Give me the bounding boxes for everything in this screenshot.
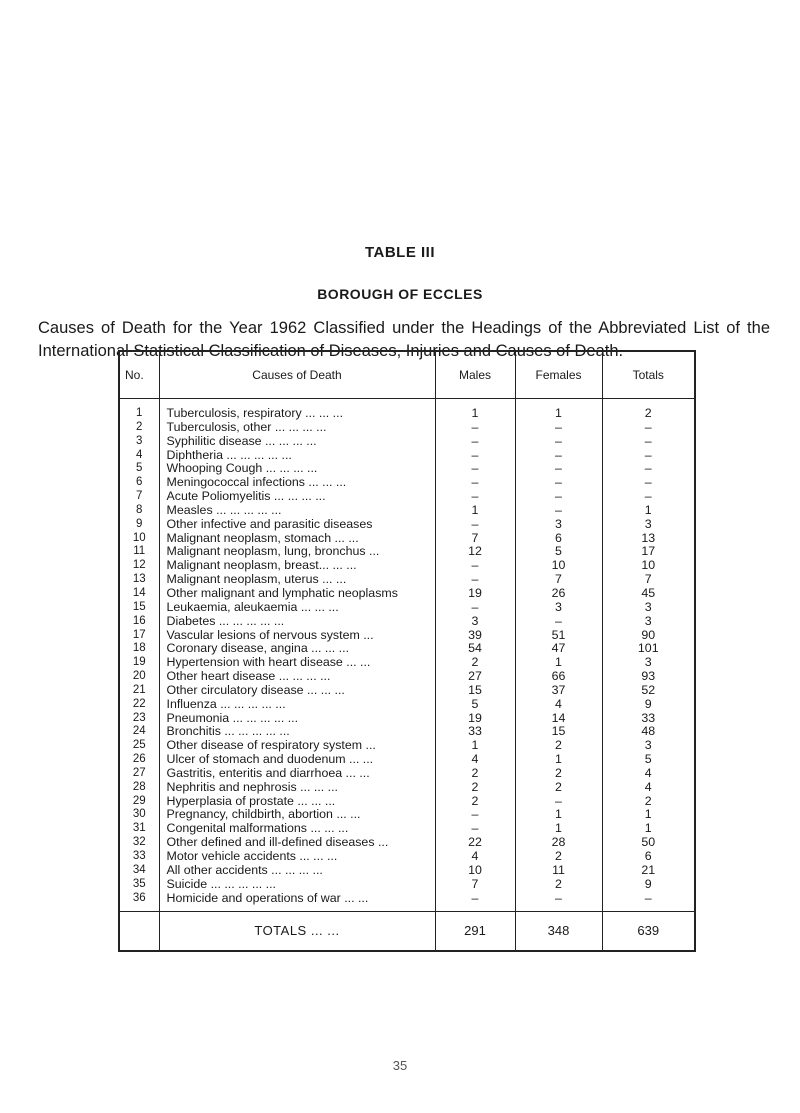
row-males: –	[435, 559, 515, 573]
row-females: –	[515, 462, 602, 476]
row-males: 12	[435, 545, 515, 559]
row-males: –	[435, 808, 515, 822]
row-cause: Other circulatory disease ... ... ...	[159, 684, 435, 698]
row-cause: Whooping Cough ... ... ... ...	[159, 462, 435, 476]
row-number: 33	[132, 850, 146, 862]
row-number: 20	[132, 670, 146, 683]
table-row	[119, 587, 695, 601]
table-row	[119, 573, 695, 587]
borough-title: BOROUGH OF ECCLES	[317, 286, 483, 302]
row-females: –	[515, 490, 602, 504]
table-row	[119, 822, 695, 836]
row-cause: Other disease of respiratory system ...	[159, 739, 435, 753]
row-number: 29	[132, 794, 146, 807]
row-females: 47	[515, 642, 602, 656]
row-females: 51	[515, 629, 602, 643]
row-number: 3	[136, 434, 143, 447]
row-totals: 10	[602, 559, 695, 573]
row-number: 2	[136, 420, 143, 433]
totals-females: 348	[515, 912, 602, 952]
row-totals: 52	[602, 684, 695, 698]
row-number: 19	[132, 656, 146, 669]
row-males: –	[435, 601, 515, 615]
row-males: 33	[435, 725, 515, 739]
row-females: 2	[515, 739, 602, 753]
row-males: –	[435, 490, 515, 504]
row-males: 2	[435, 656, 515, 670]
table-row	[119, 462, 695, 476]
table-row	[119, 490, 695, 504]
row-totals: 45	[602, 587, 695, 601]
totals-totals: 639	[602, 912, 695, 952]
row-cause: Other malignant and lymphatic neoplasms	[159, 587, 435, 601]
row-males: –	[435, 449, 515, 463]
row-cause: Bronchitis ... ... ... ... ...	[159, 725, 435, 739]
row-number: 28	[132, 780, 146, 793]
row-cause: Tuberculosis, other ... ... ... ...	[159, 421, 435, 435]
row-males: 7	[435, 532, 515, 546]
row-males: 19	[435, 712, 515, 726]
row-totals: –	[602, 435, 695, 449]
row-males: 3	[435, 615, 515, 629]
row-females: 1	[515, 808, 602, 822]
row-cause: Malignant neoplasm, uterus ... ...	[159, 573, 435, 587]
row-females: –	[515, 892, 602, 912]
row-totals: 9	[602, 878, 695, 892]
row-females: 66	[515, 670, 602, 684]
row-number: 32	[132, 836, 146, 849]
row-totals: 3	[602, 656, 695, 670]
row-males: –	[435, 892, 515, 912]
row-females: 3	[515, 518, 602, 532]
table-row	[119, 476, 695, 490]
row-number: 22	[132, 697, 146, 710]
table-row	[119, 656, 695, 670]
row-number: 16	[132, 614, 146, 627]
table-row	[119, 836, 695, 850]
row-cause: Malignant neoplasm, lung, bronchus ...	[159, 545, 435, 559]
row-number: 30	[132, 808, 146, 821]
column-header-males: Males	[435, 351, 515, 399]
row-cause: All other accidents ... ... ... ...	[159, 864, 435, 878]
row-cause: Other heart disease ... ... ... ...	[159, 670, 435, 684]
row-females: 4	[515, 698, 602, 712]
row-cause: Vascular lesions of nervous system ...	[159, 629, 435, 643]
row-totals: 3	[602, 601, 695, 615]
row-number: 10	[132, 531, 146, 544]
row-females: 2	[515, 767, 602, 781]
row-totals: 93	[602, 670, 695, 684]
row-females: 26	[515, 587, 602, 601]
row-males: 27	[435, 670, 515, 684]
table-description: Causes of Death for the Year 1962 Classified under the Headings of the Abbreviated List of the International Statistical Classification of Diseases, Injuries and Causes of Death.	[38, 319, 770, 360]
row-cause: Coronary disease, angina ... ... ...	[159, 642, 435, 656]
row-number: 27	[132, 766, 146, 779]
row-cause: Motor vehicle accidents ... ... ...	[159, 850, 435, 864]
row-females: –	[515, 795, 602, 809]
row-cause: Pneumonia ... ... ... ... ...	[159, 712, 435, 726]
row-males: 7	[435, 878, 515, 892]
row-males: 19	[435, 587, 515, 601]
row-females: –	[515, 615, 602, 629]
row-cause: Other infective and parasitic diseases	[159, 518, 435, 532]
row-males: 15	[435, 684, 515, 698]
row-cause: Diabetes ... ... ... ... ...	[159, 615, 435, 629]
table-row	[119, 767, 695, 781]
row-totals: 7	[602, 573, 695, 587]
row-totals: 90	[602, 629, 695, 643]
row-males: 1	[435, 399, 515, 421]
row-females: 15	[515, 725, 602, 739]
table-body	[119, 399, 695, 912]
row-totals: 9	[602, 698, 695, 712]
row-number: 21	[132, 683, 146, 696]
row-number: 18	[132, 642, 146, 655]
table-row	[119, 808, 695, 822]
table-row	[119, 892, 695, 912]
row-totals: 50	[602, 836, 695, 850]
row-cause: Ulcer of stomach and duodenum ... ...	[159, 753, 435, 767]
row-totals: 1	[602, 822, 695, 836]
row-males: 5	[435, 698, 515, 712]
table-header-row	[119, 351, 695, 399]
column-header-causes: Causes of Death	[159, 351, 435, 399]
row-females: 14	[515, 712, 602, 726]
table-row	[119, 712, 695, 726]
row-cause: Tuberculosis, respiratory ... ... ...	[159, 399, 435, 421]
row-males: –	[435, 462, 515, 476]
row-number: 8	[136, 503, 143, 516]
row-females: 2	[515, 781, 602, 795]
row-males: 1	[435, 504, 515, 518]
row-females: 28	[515, 836, 602, 850]
row-females: 37	[515, 684, 602, 698]
row-cause: Homicide and operations of war ... ...	[159, 892, 435, 912]
row-totals: –	[602, 462, 695, 476]
row-males: 2	[435, 767, 515, 781]
row-cause: Pregnancy, childbirth, abortion ... ...	[159, 808, 435, 822]
row-number: 4	[136, 448, 143, 461]
row-number: 23	[132, 711, 146, 724]
row-cause: Acute Poliomyelitis ... ... ... ...	[159, 490, 435, 504]
row-totals: 3	[602, 739, 695, 753]
row-totals: 13	[602, 532, 695, 546]
row-totals: –	[602, 490, 695, 504]
row-females: 7	[515, 573, 602, 587]
row-cause: Other defined and ill-defined diseases ...	[159, 836, 435, 850]
row-females: 3	[515, 601, 602, 615]
row-cause: Suicide ... ... ... ... ...	[159, 878, 435, 892]
table-row	[119, 504, 695, 518]
row-females: –	[515, 421, 602, 435]
row-number: 6	[136, 476, 143, 489]
table-row	[119, 559, 695, 573]
row-males: 22	[435, 836, 515, 850]
row-totals: 101	[602, 642, 695, 656]
row-males: 39	[435, 629, 515, 643]
row-number: 7	[136, 490, 143, 503]
table-row	[119, 725, 695, 739]
column-header-females: Females	[515, 351, 602, 399]
row-totals: 2	[602, 795, 695, 809]
row-number: 36	[132, 891, 146, 904]
table-row	[119, 698, 695, 712]
table-row	[119, 435, 695, 449]
row-totals: 1	[602, 808, 695, 822]
row-males: 2	[435, 781, 515, 795]
table-row	[119, 615, 695, 629]
table-row	[119, 532, 695, 546]
row-females: –	[515, 476, 602, 490]
totals-males: 291	[435, 912, 515, 952]
totals-row	[119, 912, 695, 952]
row-cause: Malignant neoplasm, stomach ... ...	[159, 532, 435, 546]
row-females: 5	[515, 545, 602, 559]
row-males: –	[435, 476, 515, 490]
row-totals: 6	[602, 850, 695, 864]
table-row	[119, 670, 695, 684]
row-males: –	[435, 822, 515, 836]
row-number: 14	[132, 586, 146, 599]
row-cause: Hyperplasia of prostate ... ... ...	[159, 795, 435, 809]
row-males: –	[435, 518, 515, 532]
table-row	[119, 421, 695, 435]
row-females: 2	[515, 878, 602, 892]
row-females: 1	[515, 753, 602, 767]
table-row	[119, 629, 695, 643]
row-totals: –	[602, 892, 695, 912]
row-males: 54	[435, 642, 515, 656]
table-row	[119, 684, 695, 698]
row-cause: Malignant neoplasm, breast... ... ...	[159, 559, 435, 573]
row-number: 12	[132, 559, 146, 572]
row-totals: 3	[602, 518, 695, 532]
row-number: 24	[132, 725, 146, 738]
table-row	[119, 878, 695, 892]
row-number: 13	[132, 573, 146, 586]
row-females: –	[515, 449, 602, 463]
table-row	[119, 601, 695, 615]
row-females: 6	[515, 532, 602, 546]
page-number: 35	[392, 1058, 408, 1073]
row-totals: 3	[602, 615, 695, 629]
row-cause: Diphtheria ... ... ... ... ...	[159, 449, 435, 463]
row-cause: Meningococcal infections ... ... ...	[159, 476, 435, 490]
row-cause: Measles ... ... ... ... ...	[159, 504, 435, 518]
row-totals: 48	[602, 725, 695, 739]
row-males: –	[435, 435, 515, 449]
row-number: 34	[132, 863, 146, 876]
table-row	[119, 739, 695, 753]
row-males: 2	[435, 795, 515, 809]
row-females: 2	[515, 850, 602, 864]
row-females: 1	[515, 656, 602, 670]
row-number: 1	[136, 407, 143, 419]
table-title: TABLE III	[364, 244, 436, 261]
row-females: 11	[515, 864, 602, 878]
row-totals: 33	[602, 712, 695, 726]
row-males: 4	[435, 753, 515, 767]
row-number: 17	[132, 628, 146, 641]
row-number: 9	[136, 517, 143, 530]
row-totals: 17	[602, 545, 695, 559]
row-females: –	[515, 504, 602, 518]
row-females: 10	[515, 559, 602, 573]
table-row	[119, 864, 695, 878]
row-cause: Congenital malformations ... ... ...	[159, 822, 435, 836]
row-totals: 4	[602, 767, 695, 781]
table-row	[119, 545, 695, 559]
row-number: 35	[132, 877, 146, 890]
row-totals: 5	[602, 753, 695, 767]
row-totals: 4	[602, 781, 695, 795]
table-row	[119, 781, 695, 795]
row-cause: Nephritis and nephrosis ... ... ...	[159, 781, 435, 795]
row-number: 25	[132, 739, 146, 752]
row-totals: 21	[602, 864, 695, 878]
row-cause: Syphilitic disease ... ... ... ...	[159, 435, 435, 449]
row-females: 1	[515, 399, 602, 421]
row-males: 10	[435, 864, 515, 878]
table-row	[119, 449, 695, 463]
row-males: 4	[435, 850, 515, 864]
row-females: 1	[515, 822, 602, 836]
row-cause: Hypertension with heart disease ... ...	[159, 656, 435, 670]
table-row	[119, 795, 695, 809]
row-number: 11	[133, 545, 146, 558]
row-number: 31	[132, 822, 146, 835]
row-cause: Gastritis, enteritis and diarrhoea ... ...	[159, 767, 435, 781]
totals-label: TOTALS ... ...	[159, 912, 435, 952]
row-number: 5	[136, 462, 143, 475]
row-cause: Influenza ... ... ... ... ...	[159, 698, 435, 712]
table-row	[119, 642, 695, 656]
row-cause: Leukaemia, aleukaemia ... ... ...	[159, 601, 435, 615]
column-header-no: No.	[119, 351, 159, 399]
table-row	[119, 850, 695, 864]
row-totals: –	[602, 449, 695, 463]
causes-of-death-table	[118, 350, 696, 952]
row-totals: 1	[602, 504, 695, 518]
row-totals: 2	[602, 399, 695, 421]
row-totals: –	[602, 476, 695, 490]
column-header-totals: Totals	[602, 351, 695, 399]
row-totals: –	[602, 421, 695, 435]
table-row	[119, 399, 695, 421]
totals-empty-cell	[119, 912, 159, 952]
row-males: –	[435, 421, 515, 435]
row-females: –	[515, 435, 602, 449]
row-number: 15	[132, 600, 146, 613]
row-males: –	[435, 573, 515, 587]
row-males: 1	[435, 739, 515, 753]
row-number: 26	[132, 753, 146, 766]
table-row	[119, 753, 695, 767]
table-row	[119, 518, 695, 532]
